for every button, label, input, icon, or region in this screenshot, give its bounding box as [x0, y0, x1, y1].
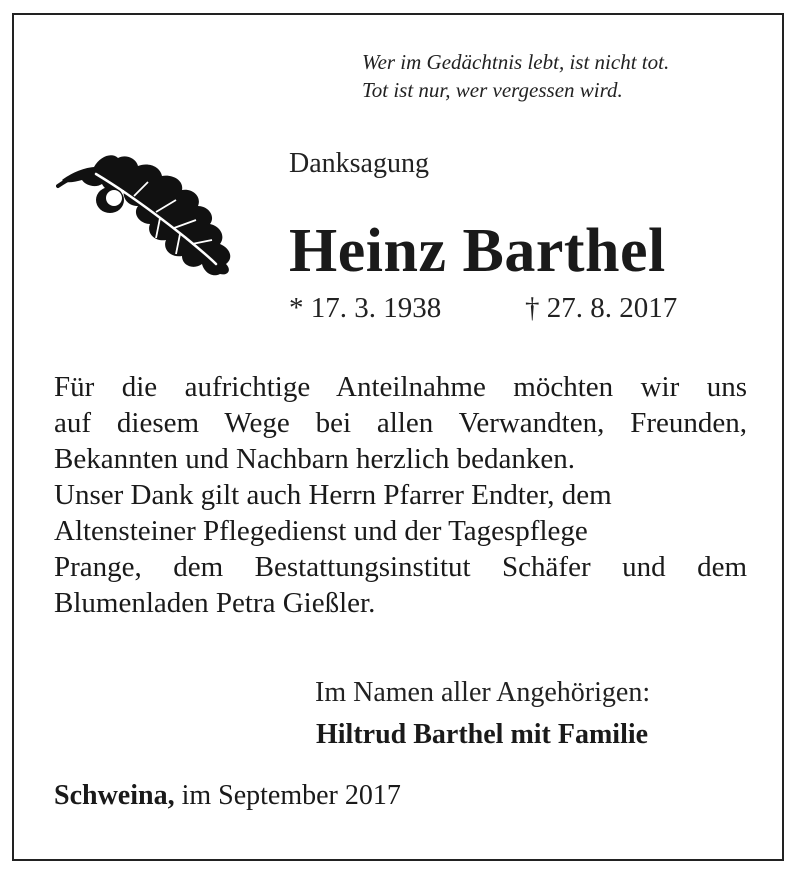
body-line: Für die aufrichtige Anteilnahme möchten wir uns — [54, 371, 747, 403]
birth-date: * 17. 3. 1938 — [289, 292, 442, 324]
life-dates — [289, 292, 678, 325]
body-line: Altensteiner Pflegedienst und der Tagespflege — [54, 515, 588, 547]
quote-line-1: Wer im Gedächtnis lebt, ist nicht tot. — [362, 50, 670, 74]
memorial-quote — [362, 48, 762, 104]
deceased-name: Heinz Barthel — [289, 217, 666, 285]
quote-line-2: Tot ist nur, wer vergessen wird. — [362, 78, 623, 102]
death-date: † 27. 8. 2017 — [525, 292, 678, 324]
place-town: Schweina, — [54, 780, 175, 811]
body-line: Blumenladen Petra Gießler. — [54, 587, 376, 619]
notice-heading: Danksagung — [289, 148, 429, 179]
thank-you-text — [54, 369, 747, 621]
body-line: Unser Dank gilt auch Herrn Pfarrer Endter, dem — [54, 479, 612, 511]
signature-name: Hiltrud Barthel mit Familie — [316, 719, 649, 750]
place-date: im September 2017 — [181, 780, 401, 811]
signature-intro: Im Namen aller Angehörigen: — [315, 677, 651, 708]
body-line: Prange, dem Bestattungsinstitut Schäfer und dem — [54, 551, 747, 583]
oak-leaf-icon — [56, 152, 240, 276]
place-and-date — [54, 780, 401, 812]
body-line: Bekannten und Nachbarn herzlich bedanken. — [54, 443, 575, 475]
body-line: auf diesem Wege bei allen Verwandten, Freunden, — [54, 407, 747, 439]
